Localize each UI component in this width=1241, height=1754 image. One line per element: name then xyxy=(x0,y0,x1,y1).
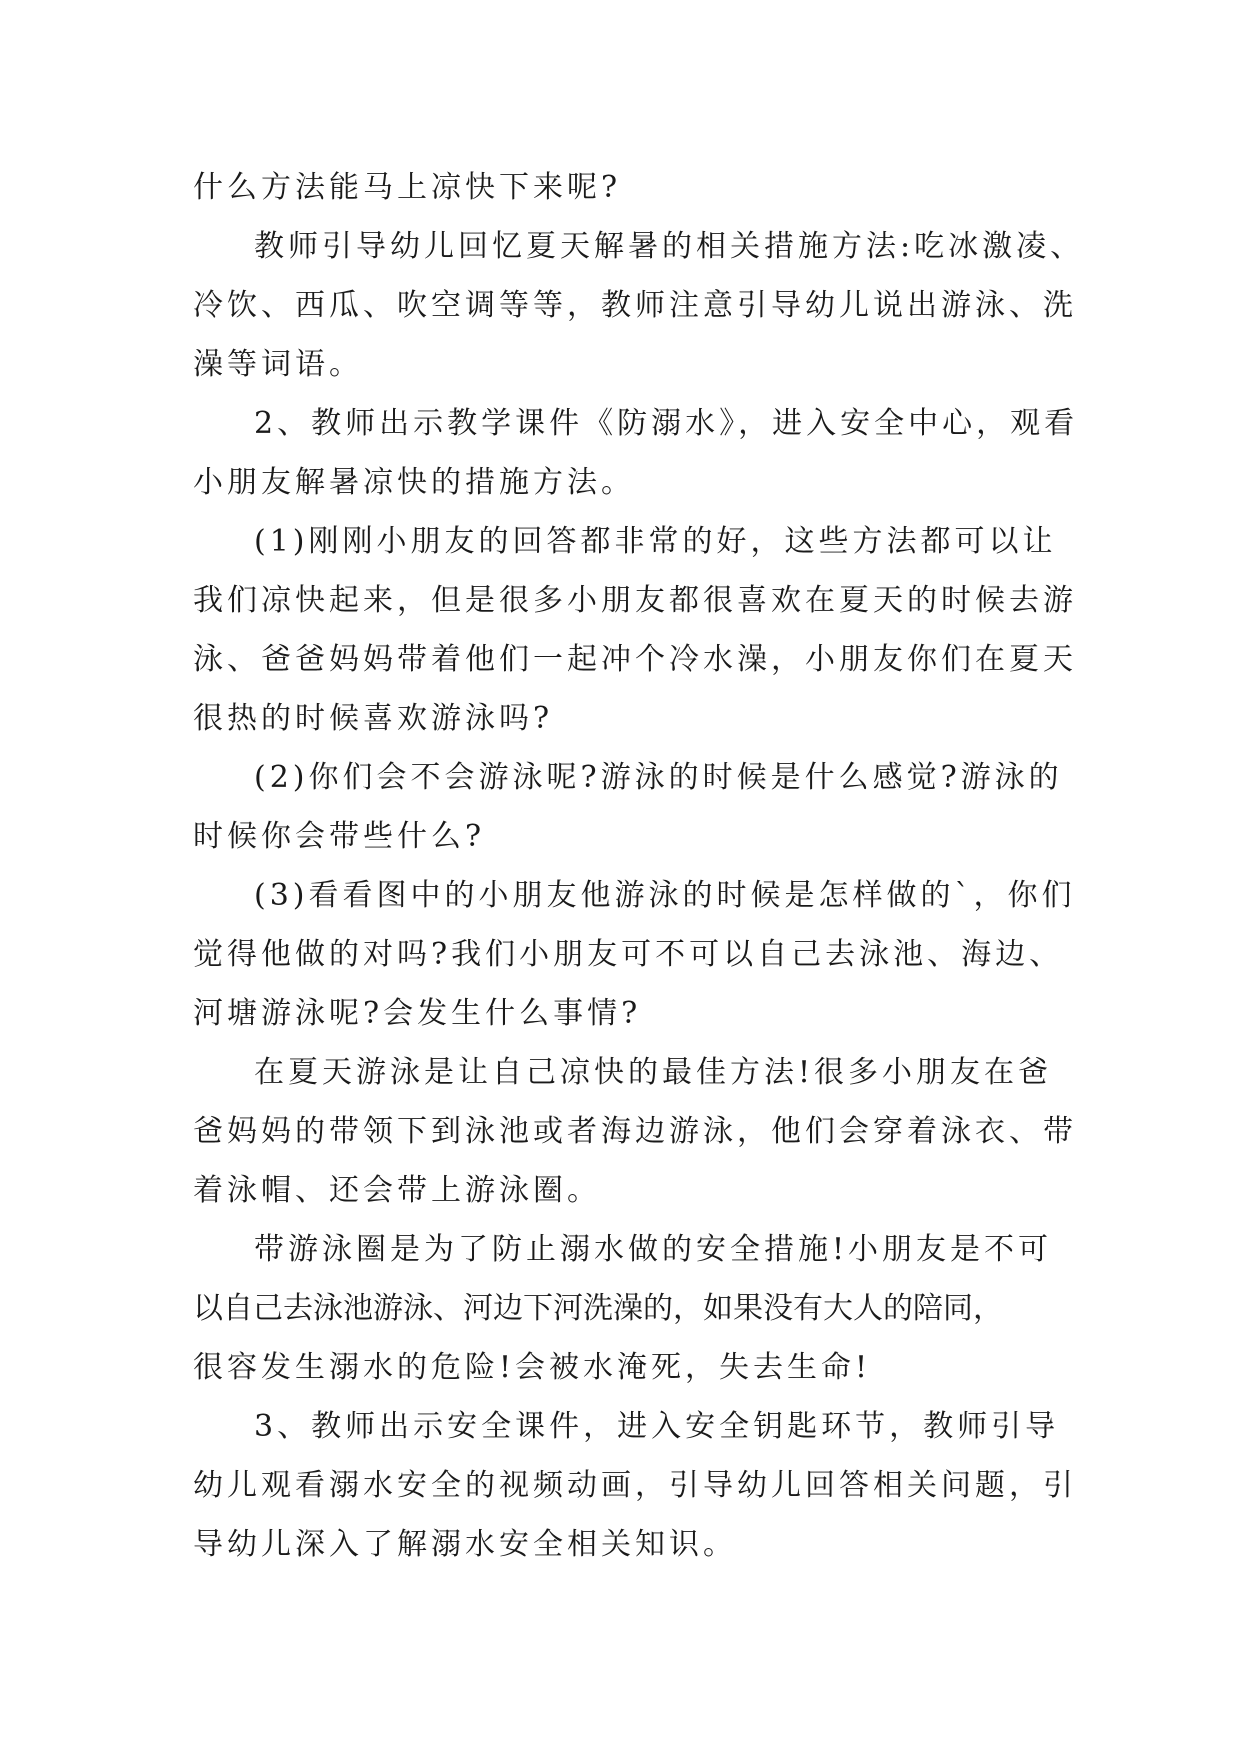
text-line: 在夏天游泳是让自己凉快的最佳方法!很多小朋友在爸 xyxy=(254,1055,1053,1090)
text-line: 以自己去泳池游泳、河边下河洗澡的，如果没有大人的陪同， xyxy=(193,1291,1003,1326)
text-line: 幼儿观看溺水安全的视频动画，引导幼儿回答相关问题，引 xyxy=(193,1468,1077,1503)
text-line: 带游泳圈是为了防止溺水做的安全措施!小朋友是不可 xyxy=(254,1232,1053,1267)
text-line: 泳、爸爸妈妈带着他们一起冲个冷水澡，小朋友你们在夏天 xyxy=(193,642,1077,677)
text-line: (2)你们会不会游泳呢?游泳的时候是什么感觉?游泳的 xyxy=(254,760,1063,795)
text-line: 着泳帽、还会带上游泳圈。 xyxy=(193,1173,601,1208)
text-line: 时候你会带些什么? xyxy=(193,819,486,854)
text-line: 什么方法能马上凉快下来呢? xyxy=(193,170,622,205)
text-line: 很容发生溺水的危险!会被水淹死，失去生命! xyxy=(193,1350,872,1385)
text-line: 我们凉快起来，但是很多小朋友都很喜欢在夏天的时候去游 xyxy=(193,583,1077,618)
text-line: 觉得他做的对吗?我们小朋友可不可以自己去泳池、海边、 xyxy=(193,937,1064,972)
text-line: 冷饮、西瓜、吹空调等等，教师注意引导幼儿说出游泳、洗 xyxy=(193,288,1077,323)
text-line: 爸妈妈的带领下到泳池或者海边游泳，他们会穿着泳衣、带 xyxy=(193,1114,1077,1149)
text-line: 导幼儿深入了解溺水安全相关知识。 xyxy=(193,1527,737,1562)
text-line: 很热的时候喜欢游泳吗? xyxy=(193,701,554,736)
text-line: 教师引导幼儿回忆夏天解暑的相关措施方法:吃冰激凌、 xyxy=(254,229,1085,264)
text-line: (1)刚刚小朋友的回答都非常的好，这些方法都可以让 xyxy=(254,524,1057,559)
text-line: (3)看看图中的小朋友他游泳的时候是怎样做的`，你们 xyxy=(254,878,1076,913)
text-line: 2、教师出示教学课件《防溺水》，进入安全中心，观看 xyxy=(254,406,1079,441)
text-line: 澡等词语。 xyxy=(193,347,363,382)
text-line: 小朋友解暑凉快的措施方法。 xyxy=(193,465,635,500)
text-line: 3、教师出示安全课件，进入安全钥匙环节，教师引导 xyxy=(254,1409,1060,1444)
text-line: 河塘游泳呢?会发生什么事情? xyxy=(193,996,642,1031)
